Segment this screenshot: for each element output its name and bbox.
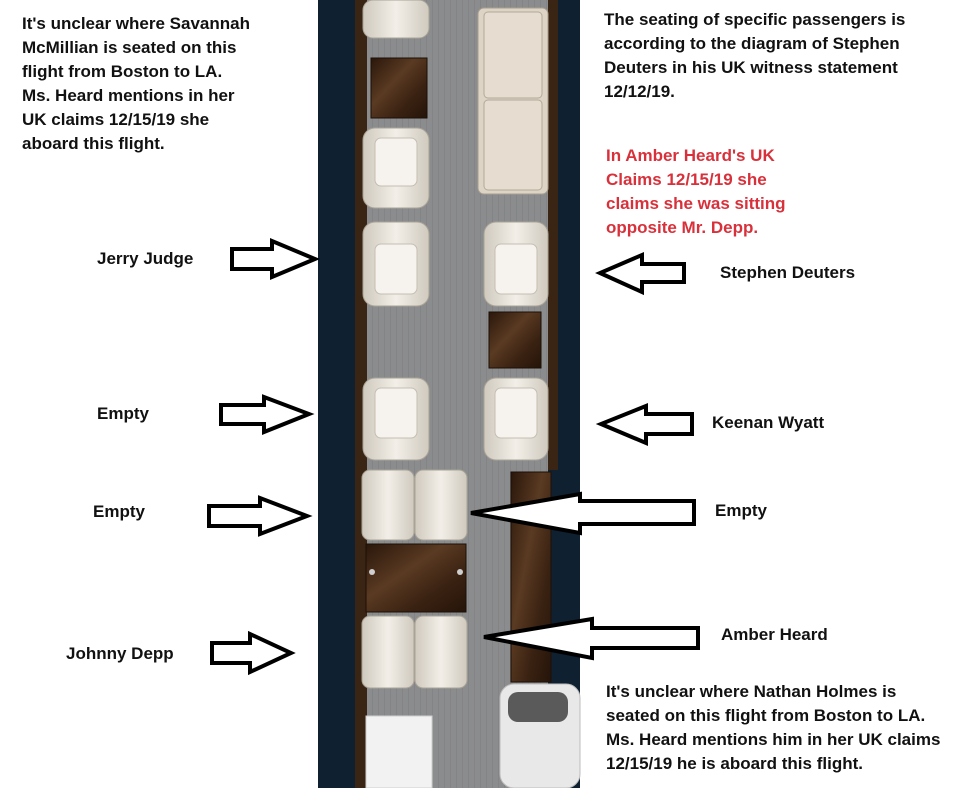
divan-sofa [478, 8, 548, 194]
arrow-stephen-deuters [600, 255, 684, 292]
arrow-empty-left-2 [209, 498, 307, 534]
seat-empty-left-1 [363, 378, 429, 460]
label-empty-left-1: Empty [97, 404, 149, 423]
arrow-johnny-depp [212, 634, 291, 672]
side-table [489, 312, 541, 368]
galley-counter [366, 716, 432, 788]
label-stephen-deuters: Stephen Deuters [720, 263, 856, 282]
arrow-keenan-wyatt [601, 406, 692, 443]
label-amber-heard: Amber Heard [721, 625, 828, 644]
arrow-jerry-judge [232, 241, 315, 277]
seat-left-forward [363, 128, 429, 208]
table-top-left [371, 58, 427, 118]
label-jerry-judge: Jerry Judge [97, 249, 194, 268]
seat-jerry-judge [363, 222, 429, 306]
seat-empty-left-2 [362, 470, 467, 540]
arrow-empty-left-1 [221, 397, 309, 432]
right-console [548, 0, 558, 470]
dining-table [366, 544, 466, 612]
note-amber-heard-claim: In Amber Heard's UK Claims 12/15/19 she claims she was sitting opposite Mr. Depp. [606, 146, 786, 237]
seat-stephen-deuters [484, 222, 548, 306]
label-johnny-depp: Johnny Depp [66, 644, 174, 663]
note-nathan-holmes: It's unclear where Nathan Holmes is seated on this flight from Boston to LA. Ms. Heard mentions him in her UK claims 12/15/19 he is aboard this flight. [606, 682, 941, 773]
note-seating-source: The seating of specific passengers is according to the diagram of Stephen Deuters in his UK witness statement 12/12/19. [604, 10, 906, 101]
note-savannah-mcmillian: It's unclear where Savannah McMillian is seated on this flight from Boston to LA. Ms. Heard mentions in her UK claims 12/15/19 she aboard this flight. [22, 14, 250, 153]
seat-johnny-depp-amber-heard [362, 616, 467, 688]
label-keenan-wyatt: Keenan Wyatt [712, 413, 825, 432]
label-empty-right: Empty [715, 501, 767, 520]
label-empty-left-2: Empty [93, 502, 145, 521]
seat-top-left [363, 0, 429, 38]
seat-keenan-wyatt [484, 378, 548, 460]
